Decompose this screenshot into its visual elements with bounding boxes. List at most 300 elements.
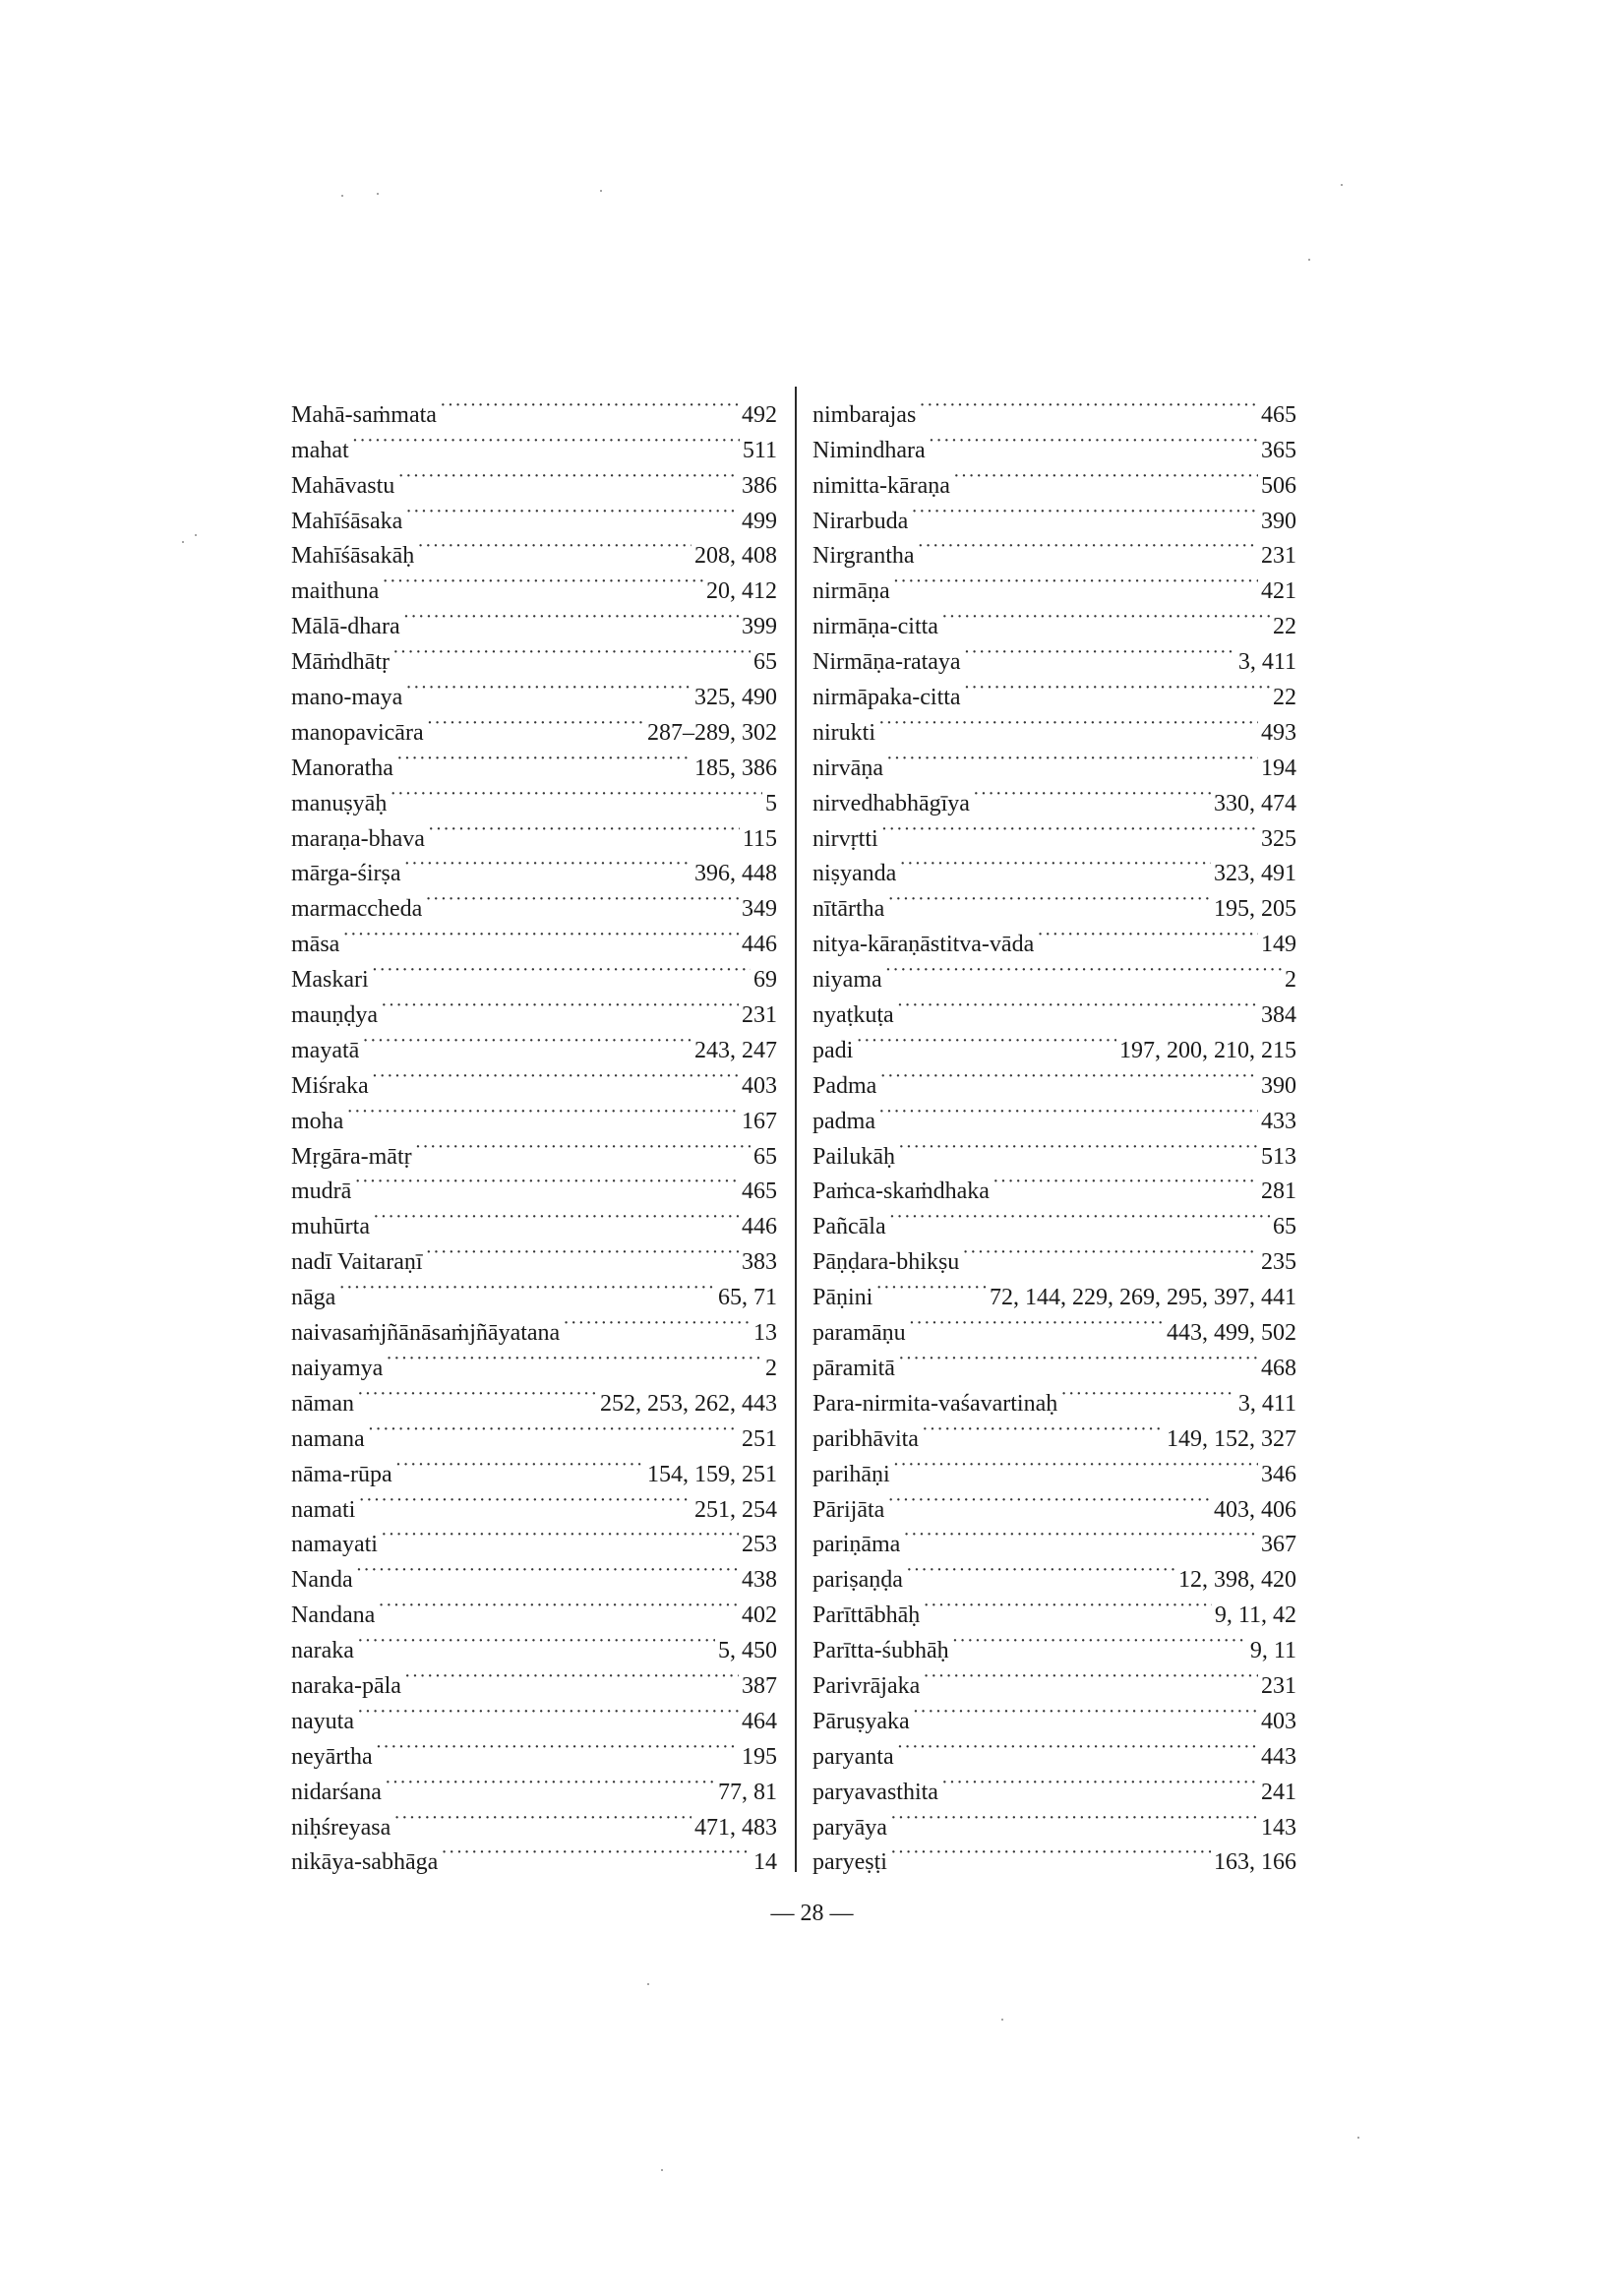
page-reference: 443, 499, 502	[1167, 1320, 1296, 1347]
index-term: mano-maya	[291, 685, 403, 711]
page-reference: 9, 11, 42	[1214, 1602, 1296, 1629]
dot-leader	[397, 457, 739, 493]
index-entry	[812, 846, 1296, 887]
page-reference: 464	[742, 1708, 777, 1734]
index-entry	[291, 387, 777, 428]
dot-leader	[889, 1198, 1270, 1234]
dot-leader	[887, 1481, 1211, 1517]
index-term: pāramitā	[812, 1355, 895, 1381]
dot-leader	[417, 528, 692, 564]
index-term: mudrā	[291, 1178, 352, 1205]
index-entry	[291, 951, 777, 994]
dot-leader	[354, 1164, 739, 1199]
page-reference: 149	[1261, 932, 1296, 958]
dot-leader	[875, 1269, 987, 1304]
dot-leader	[440, 387, 739, 422]
index-term: mauṇḍya	[291, 1002, 378, 1029]
index-term: nāman	[291, 1390, 354, 1417]
index-term: Mahāvastu	[291, 472, 395, 499]
page-reference: 251	[742, 1425, 777, 1452]
dot-leader	[382, 563, 703, 598]
page-reference: 3, 411	[1237, 1390, 1296, 1417]
index-term: pariṣaṇḍa	[812, 1567, 903, 1594]
dot-leader	[898, 1128, 1258, 1164]
page-reference: 231	[742, 1002, 777, 1029]
page-reference: 22	[1273, 685, 1296, 711]
page-reference: 492	[742, 401, 777, 428]
index-term: Pāṇḍara-bhikṣu	[812, 1249, 960, 1276]
dot-leader	[404, 846, 692, 881]
page-reference: 465	[742, 1178, 777, 1205]
index-term: Nanda	[291, 1567, 353, 1594]
dot-leader	[405, 493, 739, 528]
dot-leader	[346, 1093, 739, 1128]
dot-leader	[973, 775, 1211, 811]
index-term: naraka-pāla	[291, 1672, 401, 1699]
dot-leader	[898, 1340, 1258, 1375]
index-term: nidarśana	[291, 1779, 382, 1805]
page-reference: 185, 386	[694, 755, 777, 781]
index-term: paryanta	[812, 1743, 894, 1770]
page-reference: 3, 411	[1237, 649, 1296, 676]
dot-leader	[357, 1622, 715, 1658]
index-term: maithuna	[291, 578, 380, 605]
index-term: mārga-śirṣa	[291, 861, 401, 887]
index-term: namati	[291, 1496, 356, 1523]
page-number: — 28 —	[770, 1901, 854, 1926]
dot-leader	[338, 1269, 715, 1304]
index-term: paribhāvita	[812, 1425, 919, 1452]
dot-leader	[386, 1340, 762, 1375]
page-reference: 396, 448	[694, 861, 777, 887]
index-term: nāma-rūpa	[291, 1461, 392, 1487]
page-reference: 325, 490	[694, 685, 777, 711]
index-term: namayati	[291, 1532, 378, 1558]
dot-leader	[358, 1481, 692, 1517]
dot-leader	[964, 669, 1270, 704]
page-reference: 20, 412	[706, 578, 777, 605]
index-entry	[291, 1728, 777, 1770]
page-reference: 194	[1261, 755, 1296, 781]
page-reference: 235	[1261, 1249, 1296, 1276]
page-reference: 65, 71	[718, 1285, 777, 1311]
page-reference: 493	[1261, 719, 1296, 746]
page-reference: 403	[742, 1072, 777, 1099]
index-entry	[812, 740, 1296, 781]
dot-leader	[415, 1128, 751, 1164]
index-term: māsa	[291, 932, 340, 958]
page-reference: 403	[1261, 1708, 1296, 1734]
index-term: parihāṇi	[812, 1461, 890, 1487]
dot-leader	[941, 1764, 1258, 1799]
page-reference: 446	[742, 932, 777, 958]
dot-leader	[390, 775, 762, 811]
dot-leader	[426, 1234, 739, 1269]
index-term: paryeṣṭi	[812, 1849, 887, 1876]
page-reference: 149, 152, 327	[1167, 1425, 1296, 1452]
page-reference: 197, 200, 210, 215	[1119, 1037, 1296, 1063]
paper-speck	[661, 2169, 663, 2171]
page-reference: 65	[1273, 1214, 1296, 1240]
page-reference: 251, 254	[694, 1496, 777, 1523]
index-entry	[291, 422, 777, 463]
index-entry	[291, 1622, 777, 1664]
index-term: maraṇa-bhava	[291, 825, 425, 852]
dot-leader	[428, 811, 740, 846]
index-term: Pailukāḥ	[812, 1143, 895, 1170]
page-reference: 330, 474	[1214, 790, 1296, 816]
page-reference: 384	[1261, 1002, 1296, 1029]
page-reference: 9, 11	[1249, 1638, 1296, 1664]
page-reference: 154, 159, 251	[647, 1461, 777, 1487]
page-reference: 346	[1261, 1461, 1296, 1487]
page-reference: 287–289, 302	[647, 719, 777, 746]
index-term: Mahā-saṁmata	[291, 401, 437, 428]
index-term: Nandana	[291, 1602, 376, 1629]
index-entry	[812, 387, 1296, 428]
page-reference: 143	[1261, 1814, 1296, 1841]
page-reference: 69	[753, 967, 777, 994]
index-term: Para-nirmita-vaśavartinaḥ	[812, 1390, 1058, 1417]
dot-leader	[405, 669, 692, 704]
dot-leader	[941, 598, 1270, 634]
paper-speck	[195, 534, 197, 536]
dot-leader	[890, 1799, 1258, 1835]
index-term: nadī Vaitaraṇī	[291, 1249, 423, 1276]
page-reference: 231	[1261, 543, 1296, 570]
page-reference: 77, 81	[718, 1779, 777, 1805]
index-entry	[291, 1411, 777, 1452]
page-reference: 513	[1261, 1143, 1296, 1170]
index-term: mahat	[291, 437, 349, 463]
index-term: nirvāṇa	[812, 755, 883, 781]
page-reference: 323, 491	[1214, 861, 1296, 887]
dot-leader	[897, 987, 1258, 1022]
page-reference: 231	[1261, 1672, 1296, 1699]
index-term: nimbarajas	[812, 401, 917, 428]
index-term: naivasaṁjñānāsaṁjñāyatana	[291, 1320, 561, 1347]
page-reference: 446	[742, 1214, 777, 1240]
dot-leader	[952, 1622, 1247, 1658]
index-term: nāga	[291, 1285, 336, 1311]
page-reference: 390	[1261, 1072, 1296, 1099]
page-reference: 387	[742, 1672, 777, 1699]
page-reference: 241	[1261, 1779, 1296, 1805]
dot-leader	[357, 1693, 739, 1728]
page-reference: 383	[742, 1249, 777, 1276]
dot-leader	[373, 1198, 739, 1234]
index-term: niḥśreyasa	[291, 1814, 391, 1841]
index-term: nimitta-kāraṇa	[812, 472, 950, 499]
index-term: Mṛgāra-mātṛ	[291, 1143, 412, 1170]
index-entry	[291, 1375, 777, 1417]
index-term: marmaccheda	[291, 896, 423, 923]
index-entry	[812, 704, 1296, 746]
index-entry	[291, 1164, 777, 1205]
index-term: namana	[291, 1425, 365, 1452]
dot-leader	[427, 704, 644, 740]
page-reference: 367	[1261, 1532, 1296, 1558]
dot-leader	[372, 1057, 739, 1093]
dot-leader	[897, 1728, 1258, 1764]
index-term: naraka	[291, 1638, 354, 1664]
page-reference: 253	[742, 1532, 777, 1558]
dot-leader	[396, 740, 692, 775]
index-term: Paṁca-skaṁdhaka	[812, 1178, 990, 1205]
dot-leader	[392, 634, 751, 669]
index-entry	[812, 916, 1296, 958]
page-reference: 390	[1261, 508, 1296, 534]
page-reference: 365	[1261, 437, 1296, 463]
dot-leader	[911, 493, 1258, 528]
index-column-left	[291, 387, 777, 1876]
index-term: nirmāpaka-citta	[812, 685, 961, 711]
index-column-right	[812, 387, 1296, 1876]
index-term: nayuta	[291, 1708, 354, 1734]
page-reference: 167	[742, 1108, 777, 1134]
page-reference: 471, 483	[694, 1814, 777, 1841]
index-term: manuṣyāḥ	[291, 790, 388, 816]
index-term: paramāṇu	[812, 1320, 906, 1347]
index-term: Nirmāṇa-rataya	[812, 649, 961, 676]
page-reference: 281	[1261, 1178, 1296, 1205]
dot-leader	[362, 1022, 692, 1057]
page-reference: 468	[1261, 1355, 1296, 1381]
index-term: Pāṇini	[812, 1285, 873, 1311]
page-reference: 14	[753, 1849, 777, 1876]
dot-leader	[923, 1587, 1212, 1622]
index-entry	[812, 811, 1296, 852]
index-term: Māṁdhātṛ	[291, 649, 390, 676]
page-reference: 2	[765, 1355, 777, 1381]
paper-speck	[182, 541, 184, 543]
index-term: padi	[812, 1037, 854, 1063]
dot-leader	[352, 422, 740, 457]
dot-leader	[856, 1022, 1116, 1057]
page-reference: 403, 406	[1214, 1496, 1296, 1523]
dot-leader	[342, 916, 739, 951]
dot-leader	[357, 1375, 597, 1411]
page-reference: 399	[742, 614, 777, 640]
index-entry	[812, 1269, 1296, 1311]
page-reference: 208, 408	[694, 543, 777, 570]
dot-leader	[378, 1587, 739, 1622]
index-entry	[291, 1022, 777, 1063]
index-term: Parivrājaka	[812, 1672, 921, 1699]
index-entry	[291, 1128, 777, 1170]
paper-speck	[1341, 184, 1343, 186]
index-term: mayatā	[291, 1037, 360, 1063]
dot-leader	[403, 598, 739, 634]
page-reference: 115	[742, 825, 777, 852]
page-reference: 386	[742, 472, 777, 499]
index-term: Mahīśāsakāḥ	[291, 543, 415, 570]
dot-leader	[393, 1799, 692, 1835]
paper-speck	[1308, 259, 1310, 261]
index-term: muhūrta	[291, 1214, 370, 1240]
index-entry	[812, 1093, 1296, 1134]
index-term: nitya-kāraṇāstitva-vāda	[812, 932, 1035, 958]
index-entry	[291, 457, 777, 499]
dot-leader	[356, 1551, 739, 1587]
index-term: Nirarbuda	[812, 508, 909, 534]
index-term: Nirgrantha	[812, 543, 915, 570]
index-term: nītārtha	[812, 896, 885, 923]
page-reference: 252, 253, 262, 443	[600, 1390, 777, 1417]
page-reference: 506	[1261, 472, 1296, 499]
dot-leader	[879, 1057, 1258, 1093]
dot-leader	[395, 1446, 644, 1481]
index-entry	[812, 1022, 1296, 1063]
dot-leader	[893, 1446, 1258, 1481]
page-reference: 195, 205	[1214, 896, 1296, 923]
page-reference: 65	[753, 1143, 777, 1170]
index-term: Nimindhara	[812, 437, 926, 463]
dot-leader	[404, 1658, 739, 1693]
dot-leader	[918, 528, 1258, 564]
index-term: nirvedhabhāgīya	[812, 790, 970, 816]
index-term: paryāya	[812, 1814, 887, 1841]
dot-leader	[887, 880, 1211, 916]
index-term: niyama	[812, 967, 882, 994]
index-entry	[291, 1517, 777, 1558]
dot-leader	[906, 1551, 1175, 1587]
dot-leader	[962, 1234, 1258, 1269]
index-entry	[291, 1093, 777, 1134]
dot-leader	[992, 1164, 1258, 1199]
paper-speck	[341, 195, 343, 197]
page-reference: 13	[753, 1320, 777, 1347]
paper-speck	[600, 190, 602, 192]
index-term: manopavicāra	[291, 719, 424, 746]
index-term: Mahīśāsaka	[291, 508, 403, 534]
page-reference: 5, 450	[718, 1638, 777, 1664]
dot-leader	[376, 1728, 739, 1764]
dot-leader	[913, 1693, 1258, 1728]
dot-leader	[381, 1517, 739, 1552]
dot-leader	[953, 457, 1258, 493]
index-entry	[291, 1057, 777, 1099]
index-term: Maskari	[291, 967, 369, 994]
dot-leader	[881, 811, 1258, 846]
index-term: nikāya-sabhāga	[291, 1849, 439, 1876]
index-entry	[812, 1517, 1296, 1558]
index-term: Parītta-śubhāḥ	[812, 1638, 949, 1664]
dot-leader	[909, 1304, 1164, 1340]
index-term: nirvṛtti	[812, 825, 878, 852]
page-reference: 433	[1261, 1108, 1296, 1134]
index-term: Miśraka	[291, 1072, 369, 1099]
dot-leader	[886, 740, 1258, 775]
dot-leader	[893, 563, 1258, 598]
index-term: Parīttābhāḥ	[812, 1602, 921, 1629]
index-term: niṣyanda	[812, 861, 897, 887]
index-term: moha	[291, 1108, 344, 1134]
page-reference: 2	[1285, 967, 1296, 994]
index-term: Pārijāta	[812, 1496, 885, 1523]
index-entry	[291, 1658, 777, 1699]
page-reference: 465	[1261, 401, 1296, 428]
index-term: Pāruṣyaka	[812, 1708, 910, 1734]
index-term: nirmāṇa	[812, 578, 890, 605]
page-reference: 12, 398, 420	[1178, 1567, 1296, 1594]
dot-leader	[1060, 1375, 1235, 1411]
page-reference: 499	[742, 508, 777, 534]
dot-leader	[903, 1517, 1258, 1552]
paper-speck	[1001, 2019, 1003, 2021]
index-term: Mālā-dhara	[291, 614, 400, 640]
dot-leader	[878, 704, 1258, 740]
index-term: neyārtha	[291, 1743, 373, 1770]
page-reference: 443	[1261, 1743, 1296, 1770]
dot-leader	[381, 987, 739, 1022]
index-entry	[291, 1551, 777, 1594]
page-reference: 438	[742, 1567, 777, 1594]
dot-leader	[368, 1411, 739, 1446]
dot-leader	[885, 951, 1282, 987]
dot-leader	[922, 1411, 1164, 1446]
index-term: paryavasthita	[812, 1779, 938, 1805]
page-reference: 421	[1261, 578, 1296, 605]
index-term: nirukti	[812, 719, 875, 746]
index-entry	[291, 916, 777, 958]
dot-leader	[1037, 916, 1258, 951]
index-term: Padma	[812, 1072, 877, 1099]
index-term: pariṇāma	[812, 1532, 901, 1558]
index-entry	[291, 1693, 777, 1734]
paper-speck	[647, 1983, 649, 1985]
column-divider	[795, 387, 797, 1872]
page-reference: 195	[742, 1743, 777, 1770]
index-term: nyaṭkuṭa	[812, 1002, 894, 1029]
index-entry	[291, 1269, 777, 1311]
index-entry	[812, 1057, 1296, 1099]
page-reference: 65	[753, 649, 777, 676]
page-reference: 163, 166	[1214, 1849, 1296, 1876]
index-term: nirmāṇa-citta	[812, 614, 938, 640]
dot-leader	[441, 1835, 751, 1870]
dot-leader	[923, 1658, 1258, 1693]
index-entry	[291, 1587, 777, 1629]
page-reference: 72, 144, 229, 269, 295, 397, 441	[990, 1285, 1296, 1311]
dot-leader	[563, 1304, 751, 1340]
index-term: padma	[812, 1108, 875, 1134]
dot-leader	[372, 951, 751, 987]
page-reference: 5	[765, 790, 777, 816]
dot-leader	[425, 880, 739, 916]
index-entry	[812, 1128, 1296, 1170]
page-reference: 511	[742, 437, 777, 463]
paper-speck	[377, 193, 379, 195]
page-reference: 349	[742, 896, 777, 923]
index-entry	[291, 1304, 777, 1347]
dot-leader	[385, 1764, 715, 1799]
paper-speck	[1357, 2137, 1359, 2139]
page-reference: 402	[742, 1602, 777, 1629]
dot-leader	[899, 846, 1211, 881]
dot-leader	[929, 422, 1258, 457]
index-term: Manoratha	[291, 755, 393, 781]
page-reference: 325	[1261, 825, 1296, 852]
index-term: naiyamya	[291, 1355, 384, 1381]
index-entry	[812, 987, 1296, 1029]
page-reference: 22	[1273, 614, 1296, 640]
dot-leader	[919, 387, 1258, 422]
index-entry	[291, 1198, 777, 1240]
index-entry	[812, 951, 1296, 994]
dot-leader	[890, 1835, 1211, 1870]
page-reference: 243, 247	[694, 1037, 777, 1063]
